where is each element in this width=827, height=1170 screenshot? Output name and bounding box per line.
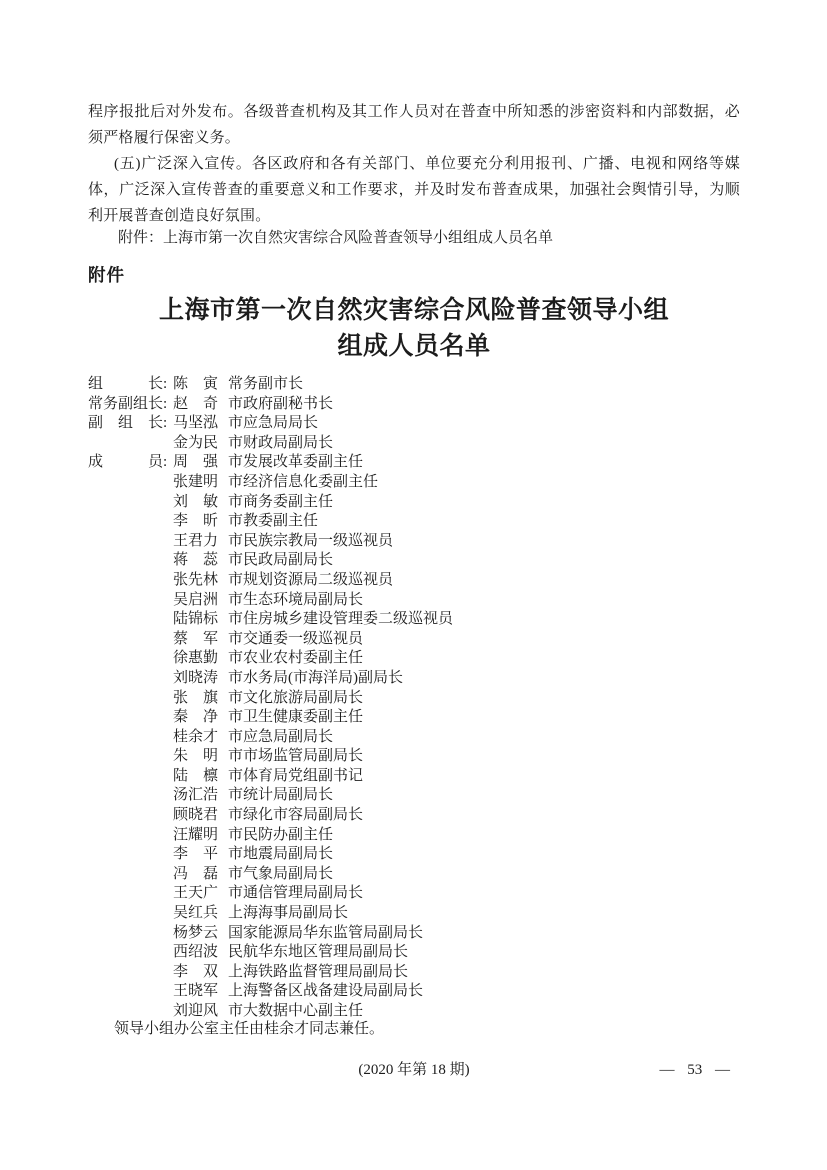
member-name: 李 平 — [173, 846, 219, 863]
paragraph-secrecy: 程序报批后对外发布。各级普查机构及其工作人员对在普查中所知悉的涉密资料和内部数据，必须严格履行保密义务。 — [88, 104, 740, 146]
footer-issue: (2020 年第 18 期) — [358, 1062, 470, 1078]
member-role — [88, 806, 173, 826]
member-role — [88, 669, 173, 689]
member-role — [88, 982, 173, 1002]
member-name: 秦 净 — [173, 709, 219, 726]
member-title: 市财政局副局长 — [228, 434, 334, 451]
member-name: 陈 寅 — [173, 376, 219, 392]
member-role — [88, 924, 173, 944]
member-role — [88, 630, 173, 650]
member-name: 马坚泓 — [173, 415, 219, 432]
member-title: 市卫生健康委副主任 — [228, 709, 364, 726]
roster-row — [88, 1002, 740, 1022]
member-name: 朱 明 — [173, 748, 219, 765]
member-role — [88, 786, 173, 806]
member-role — [88, 434, 173, 454]
roster-row — [88, 689, 740, 709]
member-title: 市体育局党组副书记 — [228, 767, 364, 784]
member-role — [88, 551, 173, 571]
roster-row — [88, 551, 740, 571]
member-role — [88, 884, 173, 904]
member-title: 市规划资源局二级巡视员 — [228, 571, 394, 588]
footer-page-number: — 53 — — [659, 1062, 730, 1078]
roster-row — [88, 786, 740, 806]
member-role — [88, 747, 173, 767]
roster-row — [88, 963, 740, 983]
paragraph-publicity-lead: (五)广泛深入宣传。 — [114, 156, 252, 172]
member-role — [88, 845, 173, 865]
member-title: 市住房城乡建设管理委二级巡视员 — [228, 611, 454, 628]
member-name: 李 双 — [173, 963, 219, 980]
roster-row — [88, 414, 740, 434]
roster-row — [88, 884, 740, 904]
member-role — [88, 1002, 173, 1022]
member-title: 国家能源局华东监管局副局长 — [228, 924, 424, 941]
member-name: 刘晓涛 — [173, 669, 219, 686]
member-name: 蔡 军 — [173, 630, 219, 647]
member-title: 市经济信息化委副主任 — [228, 473, 379, 490]
roster-row — [88, 630, 740, 650]
member-title: 市商务委副主任 — [228, 493, 334, 510]
member-role — [88, 473, 173, 493]
roster-row — [88, 747, 740, 767]
member-name: 杨梦云 — [173, 924, 219, 941]
member-title: 市通信管理局副局长 — [228, 885, 364, 902]
member-title: 市市场监管局副局长 — [228, 748, 364, 765]
member-role — [88, 943, 173, 963]
member-role — [88, 591, 173, 611]
roster-row — [88, 767, 740, 787]
member-name: 金为民 — [173, 434, 219, 451]
roster-row — [88, 532, 740, 552]
member-role: 成 员: — [88, 454, 168, 471]
member-title: 常务副市长 — [228, 376, 304, 392]
roster-row — [88, 982, 740, 1002]
roster-row — [88, 826, 740, 846]
document-title — [88, 293, 740, 365]
member-role — [88, 493, 173, 513]
roster-row — [88, 649, 740, 669]
member-name: 吴红兵 — [173, 905, 219, 922]
member-name: 顾晓君 — [173, 807, 219, 824]
member-name: 西绍波 — [173, 944, 219, 961]
member-name: 汤汇浩 — [173, 787, 219, 804]
body-text-block — [88, 99, 740, 229]
office-note: 领导小组办公室主任由桂余才同志兼任。 — [114, 1021, 385, 1037]
roster-row — [88, 845, 740, 865]
roster-list — [88, 375, 740, 1022]
member-name: 汪耀明 — [173, 826, 219, 843]
roster-row — [88, 395, 740, 415]
member-title: 市民族宗教局一级巡视员 — [228, 532, 394, 549]
member-name: 冯 磊 — [173, 865, 219, 882]
member-title: 市生态环境局副局长 — [228, 591, 364, 608]
roster-row — [88, 904, 740, 924]
member-role — [88, 963, 173, 983]
document-title-line1: 上海市第一次自然灾害综合风险普查领导小组 — [158, 297, 669, 324]
paragraph-publicity-body: 各区政府和各有关部门、单位要充分利用报刊、广播、电视和网络等媒体，广泛深入宣传普查的重要意义和工作要求，并及时发布普查成果，加强社会舆情引导，为顺利开展普查创造良好氛围。 — [88, 156, 740, 224]
member-title: 市政府副秘书长 — [228, 395, 334, 412]
roster-row — [88, 571, 740, 591]
roster-row — [88, 669, 740, 689]
member-title: 市地震局副局长 — [228, 846, 334, 863]
roster-row — [88, 375, 740, 395]
member-role: 常务副组长: — [88, 395, 168, 412]
member-title: 民航华东地区管理局副局长 — [228, 944, 409, 961]
member-title: 市教委副主任 — [228, 513, 319, 530]
member-role — [88, 865, 173, 885]
member-title: 上海警备区战备建设局副局长 — [228, 983, 424, 1000]
member-name: 刘迎风 — [173, 1003, 219, 1019]
member-role — [88, 904, 173, 924]
member-role — [88, 689, 173, 709]
member-role: 副 组 长: — [88, 415, 168, 432]
roster-row — [88, 708, 740, 728]
member-name: 陆 檩 — [173, 767, 219, 784]
roster-row — [88, 473, 740, 493]
member-name: 吴启洲 — [173, 591, 219, 608]
member-title: 市绿化市容局副局长 — [228, 807, 364, 824]
attachment-label: 附件 — [88, 265, 125, 285]
member-role — [88, 512, 173, 532]
roster-row — [88, 943, 740, 963]
roster-row — [88, 453, 740, 473]
roster-row — [88, 434, 740, 454]
member-name: 徐惠勤 — [173, 650, 219, 667]
member-role — [88, 610, 173, 630]
roster-row — [88, 806, 740, 826]
member-title: 市应急局副局长 — [228, 728, 334, 745]
member-name: 刘 敏 — [173, 493, 219, 510]
member-name: 张建明 — [173, 473, 219, 490]
member-title: 上海海事局副局长 — [228, 905, 349, 922]
paragraph-publicity — [88, 151, 740, 229]
member-title: 市大数据中心副主任 — [228, 1003, 364, 1019]
member-title: 市统计局副局长 — [228, 787, 334, 804]
member-role — [88, 649, 173, 669]
member-title: 市应急局局长 — [228, 415, 319, 432]
member-title: 市民防办副主任 — [228, 826, 334, 843]
member-name: 陆锦标 — [173, 611, 219, 628]
member-title: 上海铁路监督管理局副局长 — [228, 963, 409, 980]
member-role — [88, 571, 173, 591]
member-role — [88, 826, 173, 846]
document-title-line2: 组成人员名单 — [337, 333, 491, 360]
member-role — [88, 532, 173, 552]
member-title: 市农业农村委副主任 — [228, 650, 364, 667]
member-name: 王君力 — [173, 532, 219, 549]
member-role: 组 长: — [88, 376, 168, 392]
member-title: 市气象局副局长 — [228, 865, 334, 882]
roster-row — [88, 610, 740, 630]
roster-row — [88, 728, 740, 748]
member-name: 王天广 — [173, 885, 219, 902]
member-title: 市民政局副局长 — [228, 552, 334, 569]
member-name: 张先林 — [173, 571, 219, 588]
roster-row — [88, 512, 740, 532]
member-name: 桂余才 — [173, 728, 219, 745]
member-title: 市水务局(市海洋局)副局长 — [228, 669, 403, 686]
member-name: 赵 奇 — [173, 395, 219, 412]
member-name: 张 旗 — [173, 689, 219, 706]
member-name: 王晓军 — [173, 983, 219, 1000]
member-title: 市交通委一级巡视员 — [228, 630, 364, 647]
member-name: 蒋 蕊 — [173, 552, 219, 569]
attachment-reference: 附件：上海市第一次自然灾害综合风险普查领导小组组成人员名单 — [118, 230, 554, 246]
member-role — [88, 767, 173, 787]
roster-row — [88, 591, 740, 611]
member-title: 市文化旅游局副局长 — [228, 689, 364, 706]
roster-row — [88, 865, 740, 885]
roster-row — [88, 493, 740, 513]
member-title: 市发展改革委副主任 — [228, 454, 364, 471]
member-role — [88, 728, 173, 748]
member-name: 周 强 — [173, 454, 219, 471]
roster-row — [88, 924, 740, 944]
member-name: 李 昕 — [173, 513, 219, 530]
member-role — [88, 708, 173, 728]
